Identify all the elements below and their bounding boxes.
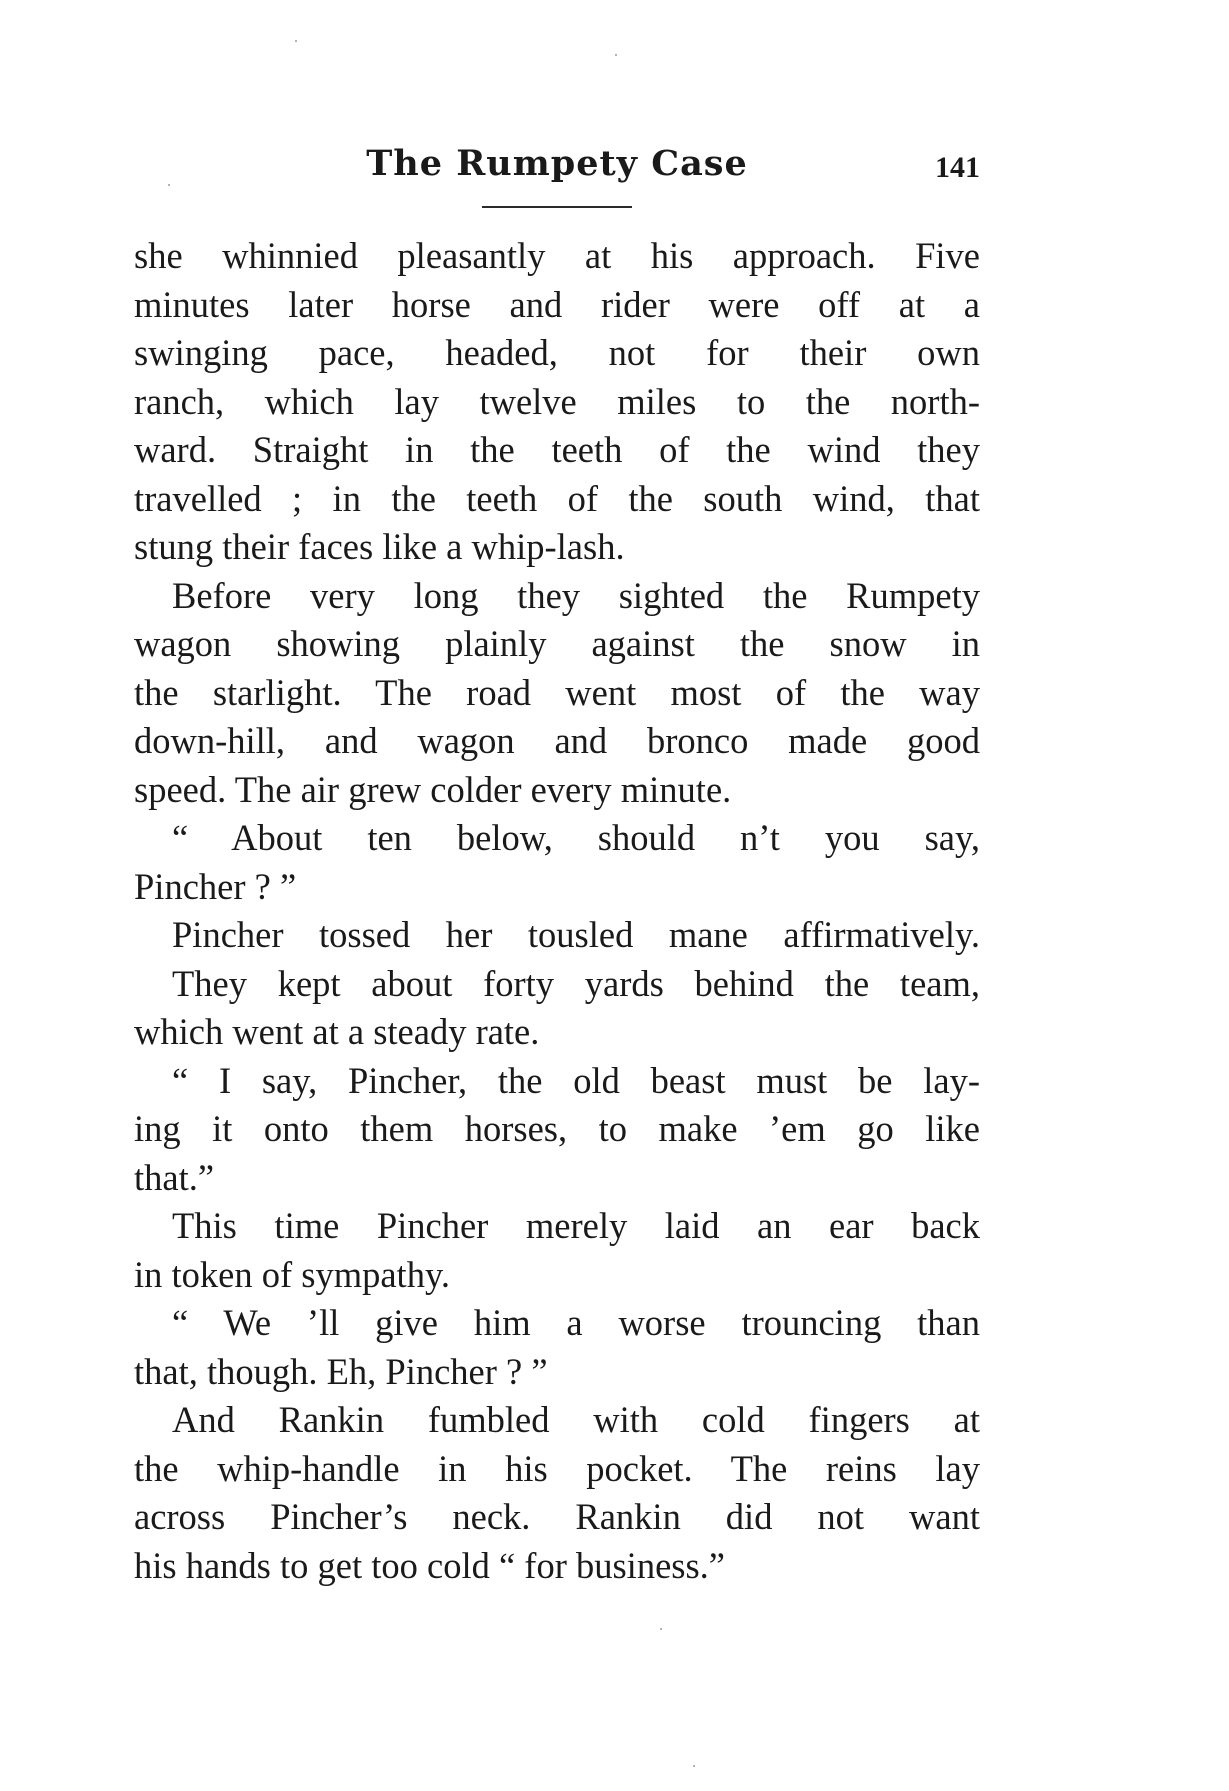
text-line: the whip-handle in his pocket. The reins lay [134, 1447, 980, 1489]
text-line: stung their faces like a whip-lash. [134, 526, 625, 567]
text-line: “ About ten below, should n’t you say, [172, 817, 980, 858]
text-line: Pincher ? ” [134, 865, 297, 907]
page-header [134, 142, 980, 192]
text-line: Before very long they sighted the Rumpety [172, 574, 980, 616]
text-line: that.” [134, 1156, 215, 1198]
text-line: wagon showing plainly against the snow in [134, 623, 980, 664]
text-line: which went at a steady rate. [134, 1011, 540, 1052]
text-line: “ I say, Pincher, the old beast must be lay- [172, 1059, 980, 1101]
body-text [134, 232, 980, 1590]
text-line: “ We ’ll give him a worse trouncing than [172, 1302, 980, 1343]
text-line: the starlight. The road went most of the way [134, 671, 980, 713]
text-line: ranch, which lay twelve miles to the north- [134, 380, 980, 422]
text-line: ward. Straight in the teeth of the wind they [134, 429, 980, 470]
text-line: This time Pincher merely laid an ear back [172, 1205, 980, 1246]
text-line: across Pincher’s neck. Rankin did not want [134, 1496, 980, 1537]
header-rule [482, 206, 632, 208]
paper-speck [693, 1765, 695, 1767]
text-line: travelled ; in the teeth of the south wind, that [134, 477, 980, 519]
text-line: They kept about forty yards behind the team, [172, 962, 980, 1004]
page-number: 141 [935, 151, 980, 184]
text-line: she whinnied pleasantly at his approach. Five [134, 235, 980, 276]
paper-speck [660, 1628, 662, 1630]
text-line: that, though. Eh, Pincher ? ” [134, 1350, 548, 1392]
text-line: speed. The air grew colder every minute. [134, 768, 732, 810]
running-title: The Rumpety Case [366, 143, 748, 184]
text-line: minutes later horse and rider were off at a [134, 283, 980, 325]
text-line: swinging pace, headed, not for their own [134, 332, 980, 373]
paper-speck [615, 54, 617, 56]
paper-speck [295, 40, 297, 42]
text-line: his hands to get too cold “ for business.” [134, 1544, 726, 1586]
paper-speck [168, 184, 170, 186]
text-line: ing it onto them horses, to make ’em go like [134, 1108, 980, 1149]
text-line: Pincher tossed her tousled mane affirmatively. [172, 914, 980, 955]
text-line: down-hill, and wagon and bronco made good [134, 720, 980, 761]
text-line: And Rankin fumbled with cold fingers at [172, 1399, 980, 1440]
text-line: in token of sympathy. [134, 1253, 450, 1295]
